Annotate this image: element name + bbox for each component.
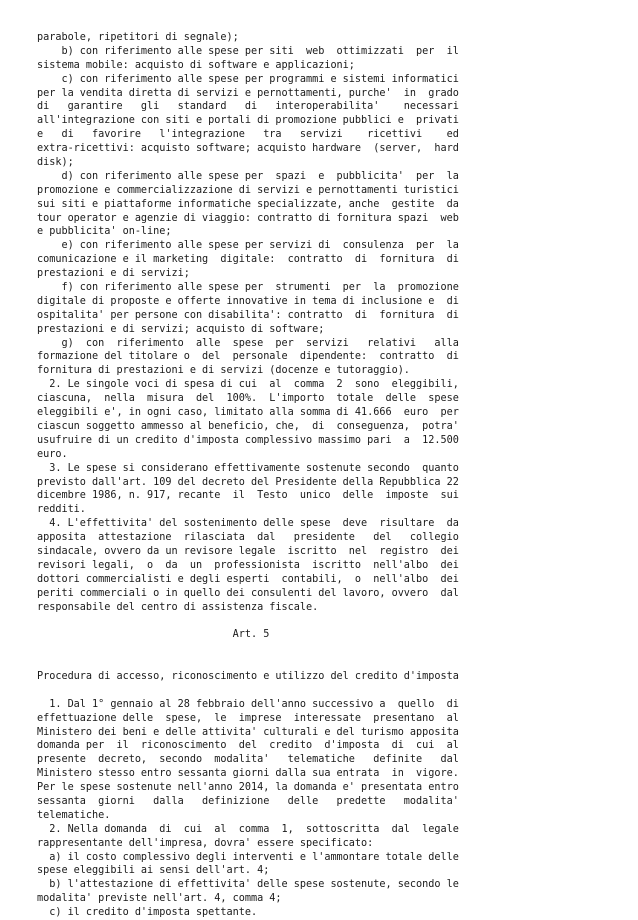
blank-line (37, 656, 463, 670)
text-line: telematiche. (37, 809, 111, 821)
text-line: tour operator e agenzie di viaggio: contratto di fornitura spazi web (37, 212, 459, 224)
text-line: Procedura di accesso, riconoscimento e utilizzo del credito d'imposta (37, 670, 459, 682)
text-line: 2. Le singole voci di spesa di cui al comma 2 sono eleggibili, (37, 379, 459, 391)
text-line: g) con riferimento alle spese per servizi relativi alla (37, 337, 459, 349)
text-line: parabole, ripetitori di segnale); (37, 32, 239, 43)
text-line: dottori commercialisti e degli esperti contabili, o nell'albo dei (37, 573, 459, 585)
text-line: Art. 5 (37, 629, 270, 641)
text-line: 3. Le spese si considerano effettivamente sostenute secondo quanto (37, 462, 459, 474)
text-line: e) con riferimento alle spese per servizi di consulenza per la (37, 240, 459, 252)
text-line: sessanta giorni dalla definizione delle predette modalita' (37, 795, 459, 807)
text-line: sui siti e piattaforme informatiche specializzate, anche gestite da (37, 198, 459, 210)
text-line: 1. Dal 1° gennaio al 28 febbraio dell'anno successivo a quello di (37, 698, 459, 710)
text-line: spese eleggibili ai sensi dell'art. 4; (37, 865, 270, 877)
text-line: sindacale, ovvero da un revisore legale iscritto nel registro dei (37, 545, 459, 557)
text-line: eleggibili e', in ogni caso, limitato alla somma di 41.666 euro per (37, 407, 459, 419)
text-line: sistema mobile: acquisto di software e applicazioni; (37, 59, 355, 71)
text-line: dicembre 1986, n. 917, recante il Testo unico delle imposte sui (37, 490, 459, 502)
text-line: ciascun soggetto ammesso al beneficio, che, di conseguenza, potra' (37, 420, 459, 432)
text-line: euro. (37, 448, 68, 460)
text-line: modalita' previste nell'art. 4, comma 4; (37, 893, 282, 905)
text-line: redditi. (37, 504, 86, 516)
text-line: periti commerciali o in quello dei consulenti del lavoro, ovvero dal (37, 587, 459, 599)
text-line: promozione e commercializzazione di servizi e pernottamenti turistici (37, 184, 459, 196)
text-line: usufruire di un credito d'imposta complessivo massimo pari a 12.500 (37, 434, 459, 446)
text-line: responsabile del centro di assistenza fiscale. (37, 601, 319, 613)
text-line: rappresentante dell'impresa, dovra' essere specificato: (37, 837, 374, 849)
text-line: di garantire gli standard di interoperabilita' necessari (37, 101, 459, 113)
text-line: extra-ricettivi: acquisto software; acquisto hardware (server, hard (37, 143, 459, 155)
document-page (37, 31, 463, 920)
text-line: Ministero dei beni e delle attivita' culturali e del turismo apposita (37, 726, 459, 738)
text-line: e di favorire l'integrazione tra servizi ricettivi ed (37, 129, 459, 141)
text-line: b) l'attestazione di effettivita' delle spese sostenute, secondo le (37, 879, 459, 891)
text-line: f) con riferimento alle spese per strumenti per la promozione (37, 282, 459, 294)
text-line: Per le spese sostenute nell'anno 2014, la domanda e' presentata entro (37, 782, 459, 794)
text-line: ciascuna, nella misura del 100%. L'importo totale delle spese (37, 393, 459, 405)
text-line: c) il credito d'imposta spettante. (37, 907, 258, 919)
text-line: disk); (37, 157, 74, 169)
text-line: domanda per il riconoscimento del credito d'imposta di cui al (37, 740, 459, 752)
text-line: prestazioni e di servizi; acquisto di software; (37, 323, 325, 335)
text-line: 2. Nella domanda di cui al comma 1, sottoscritta dal legale (37, 823, 459, 835)
text-line: fornitura di prestazioni e di servizi (docenze e tutoraggio). (37, 365, 410, 377)
text-line: Ministero stesso entro sessanta giorni dalla sua entrata in vigore. (37, 768, 459, 780)
text-line: per la vendita diretta di servizi e pernottamenti, purche' in grado (37, 87, 459, 99)
text-line: a) il costo complessivo degli interventi e l'ammontare totale delle (37, 851, 459, 863)
text-line: 4. L'effettivita' del sostenimento delle spese deve risultare da (37, 518, 459, 530)
text-line: presente decreto, secondo modalita' telematiche definite dal (37, 754, 459, 766)
text-line: e pubblicita' on-line; (37, 226, 172, 238)
text-line: prestazioni e di servizi; (37, 268, 190, 280)
text-line: effettuazione delle spese, le imprese interessate presentano al (37, 712, 459, 724)
text-line: all'integrazione con siti e portali di promozione pubblici e privati (37, 115, 459, 127)
text-line: c) con riferimento alle spese per programmi e sistemi informatici (37, 73, 459, 85)
blank-line (37, 642, 463, 656)
text-line: comunicazione e il marketing digitale: contratto di fornitura di (37, 254, 459, 266)
text-line: digitale di proposte e offerte innovative in tema di inclusione e di (37, 295, 459, 307)
text-line: d) con riferimento alle spese per spazi e pubblicita' per la (37, 170, 459, 182)
text-line: apposita attestazione rilasciata dal presidente del collegio (37, 532, 459, 544)
text-line: b) con riferimento alle spese per siti web ottimizzati per il (37, 45, 459, 57)
text-line: revisori legali, o da un professionista iscritto nell'albo dei (37, 559, 459, 571)
text-line: ospitalita' per persone con disabilita': contratto di fornitura di (37, 309, 459, 321)
blank-line (37, 614, 463, 628)
blank-line (37, 684, 463, 698)
text-line: formazione del titolare o del personale dipendente: contratto di (37, 351, 459, 363)
text-line: previsto dall'art. 109 del decreto del Presidente della Repubblica 22 (37, 476, 459, 488)
